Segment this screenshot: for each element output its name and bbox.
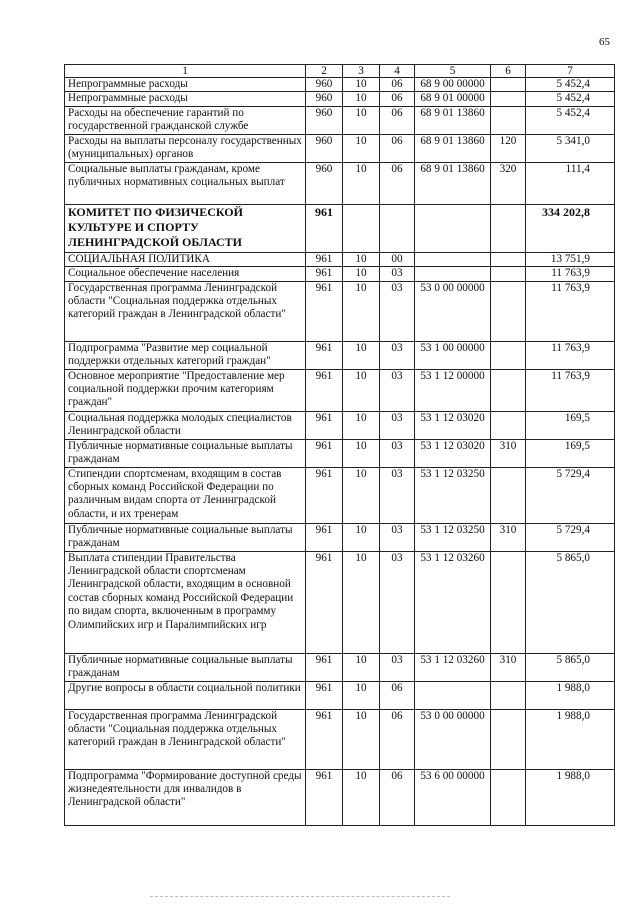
target-article-code-cell: 53 1 12 03250 [415,523,491,551]
expense-type-code-cell [491,681,526,709]
target-article-code-cell [415,204,491,252]
ministry-code-cell: 961 [306,281,343,341]
amount-cell: 169,5 [526,411,615,439]
table-row [65,341,615,369]
column-header: 6 [491,65,526,78]
table-row [65,411,615,439]
item-name-cell: Выплата стипендии Правительства Ленинградской области спортсменам Ленинградской области, входящим в основной состав сборных команд Российской Федерации по видам спорта, включенным в программу Олимпийских игр и Паралимпийских игр [65,551,306,653]
table-row [65,769,615,825]
item-name-cell: Социальные выплаты гражданам, кроме публичных нормативных социальных выплат [65,162,306,204]
item-name-cell: Основное мероприятие "Предоставление мер социальной поддержки прочим категориям граждан" [65,369,306,411]
item-name-cell: СОЦИАЛЬНАЯ ПОЛИТИКА [65,252,306,266]
expense-type-code-cell [491,252,526,266]
ministry-code-cell: 961 [306,267,343,281]
amount-cell: 11 763,9 [526,281,615,341]
amount-cell: 1 988,0 [526,681,615,709]
expense-type-code-cell: 310 [491,653,526,681]
table-row [65,106,615,134]
amount-cell: 1 988,0 [526,769,615,825]
subsection-code-cell: 06 [380,92,415,106]
section-code-cell: 10 [343,341,380,369]
item-name-cell: Непрограммные расходы [65,92,306,106]
item-name-cell: Публичные нормативные социальные выплаты гражданам [65,523,306,551]
item-name-cell: Подпрограмма "Формирование доступной среды жизнедеятельности для инвалидов в Ленинградской области" [65,769,306,825]
section-code-cell: 10 [343,439,380,467]
table-row [65,78,615,92]
column-header: 1 [65,65,306,78]
item-name-cell: Стипендии спортсменам, входящим в состав сборных команд Российской Федерации по различным видам спорта от Ленинградской области, и их тренерам [65,467,306,523]
target-article-code-cell [415,267,491,281]
target-article-code-cell: 68 9 00 00000 [415,78,491,92]
table-row [65,653,615,681]
column-header: 2 [306,65,343,78]
expense-type-code-cell: 320 [491,162,526,204]
ministry-code-cell: 961 [306,369,343,411]
section-code-cell: 10 [343,467,380,523]
subsection-code-cell: 06 [380,769,415,825]
section-code-cell: 10 [343,281,380,341]
expense-type-code-cell [491,467,526,523]
ministry-code-cell: 960 [306,134,343,162]
subsection-code-cell: 03 [380,523,415,551]
amount-cell: 169,5 [526,439,615,467]
ministry-code-cell: 960 [306,78,343,92]
subsection-code-cell: 03 [380,369,415,411]
item-name-cell: Расходы на выплаты персоналу государственных (муниципальных) органов [65,134,306,162]
section-code-cell: 10 [343,92,380,106]
table-row [65,204,615,252]
ministry-code-cell: 961 [306,551,343,653]
target-article-code-cell: 53 1 12 03260 [415,551,491,653]
expense-type-code-cell [491,92,526,106]
ministry-code-cell: 960 [306,162,343,204]
table-row [65,551,615,653]
amount-cell: 13 751,9 [526,252,615,266]
amount-cell: 5 865,0 [526,551,615,653]
subsection-code-cell: 03 [380,281,415,341]
amount-cell: 11 763,9 [526,267,615,281]
ministry-code-cell: 960 [306,92,343,106]
page-bottom-mark [150,896,450,897]
target-article-code-cell: 53 1 12 03020 [415,411,491,439]
section-code-cell: 10 [343,551,380,653]
subsection-code-cell: 03 [380,341,415,369]
item-name-cell: Непрограммные расходы [65,78,306,92]
item-name-cell: Другие вопросы в области социальной политики [65,681,306,709]
ministry-code-cell: 961 [306,653,343,681]
expense-type-code-cell [491,204,526,252]
section-code-cell: 10 [343,709,380,769]
amount-cell: 334 202,8 [526,204,615,252]
table-row [65,369,615,411]
subsection-code-cell: 06 [380,681,415,709]
table-row [65,439,615,467]
table-row [65,134,615,162]
section-code-cell: 10 [343,78,380,92]
item-name-cell: Социальное обеспечение населения [65,267,306,281]
expense-type-code-cell [491,267,526,281]
column-header: 7 [526,65,615,78]
subsection-code-cell: 06 [380,78,415,92]
target-article-code-cell: 53 1 12 03260 [415,653,491,681]
subsection-code-cell: 03 [380,411,415,439]
ministry-code-cell: 960 [306,106,343,134]
target-article-code-cell [415,681,491,709]
table-row [65,281,615,341]
table-row [65,267,615,281]
column-header: 4 [380,65,415,78]
subsection-code-cell: 06 [380,162,415,204]
item-name-cell: Публичные нормативные социальные выплаты гражданам [65,653,306,681]
budget-table [64,64,615,826]
item-name-cell: Государственная программа Ленинградской области "Социальная поддержка отдельных категорий граждан в Ленинградской области" [65,709,306,769]
expense-type-code-cell [491,369,526,411]
expense-type-code-cell [491,78,526,92]
section-code-cell: 10 [343,252,380,266]
amount-cell: 5 729,4 [526,467,615,523]
subsection-code-cell: 03 [380,439,415,467]
ministry-code-cell: 961 [306,341,343,369]
ministry-code-cell: 961 [306,769,343,825]
subsection-code-cell: 06 [380,134,415,162]
target-article-code-cell: 53 1 12 03250 [415,467,491,523]
amount-cell: 11 763,9 [526,341,615,369]
subsection-code-cell: 03 [380,267,415,281]
table-row [65,523,615,551]
item-name-cell: Государственная программа Ленинградской области "Социальная поддержка отдельных категорий граждан в Ленинградской области" [65,281,306,341]
subsection-code-cell: 03 [380,551,415,653]
expense-type-code-cell: 310 [491,439,526,467]
target-article-code-cell: 53 1 12 00000 [415,369,491,411]
amount-cell: 5 341,0 [526,134,615,162]
section-code-cell: 10 [343,411,380,439]
ministry-code-cell: 961 [306,681,343,709]
target-article-code-cell: 68 9 01 00000 [415,92,491,106]
subsection-code-cell [380,204,415,252]
item-name-cell: КОМИТЕТ ПО ФИЗИЧЕСКОЙ КУЛЬТУРЕ И СПОРТУ ЛЕНИНГРАДСКОЙ ОБЛАСТИ [65,204,306,252]
expense-type-code-cell [491,341,526,369]
subsection-code-cell: 00 [380,252,415,266]
ministry-code-cell: 961 [306,467,343,523]
amount-cell: 5 452,4 [526,78,615,92]
table-row [65,252,615,266]
ministry-code-cell: 961 [306,709,343,769]
target-article-code-cell: 53 1 00 00000 [415,341,491,369]
target-article-code-cell: 53 0 00 00000 [415,281,491,341]
column-header: 5 [415,65,491,78]
target-article-code-cell: 68 9 01 13860 [415,134,491,162]
section-code-cell: 10 [343,681,380,709]
section-code-cell: 10 [343,523,380,551]
amount-cell: 5 865,0 [526,653,615,681]
table-row [65,467,615,523]
amount-cell: 5 452,4 [526,106,615,134]
subsection-code-cell: 06 [380,106,415,134]
ministry-code-cell: 961 [306,439,343,467]
page-number: 65 [599,36,610,48]
expense-type-code-cell: 120 [491,134,526,162]
amount-cell: 5 729,4 [526,523,615,551]
table-row [65,681,615,709]
expense-type-code-cell [491,709,526,769]
table-row [65,92,615,106]
table-header-row [65,65,615,78]
target-article-code-cell: 53 0 00 00000 [415,709,491,769]
section-code-cell [343,204,380,252]
target-article-code-cell [415,252,491,266]
subsection-code-cell: 06 [380,709,415,769]
subsection-code-cell: 03 [380,467,415,523]
column-header: 3 [343,65,380,78]
ministry-code-cell: 961 [306,411,343,439]
item-name-cell: Публичные нормативные социальные выплаты гражданам [65,439,306,467]
table-row [65,162,615,204]
amount-cell: 11 763,9 [526,369,615,411]
target-article-code-cell: 53 6 00 00000 [415,769,491,825]
item-name-cell: Расходы на обеспечение гарантий по государственной гражданской службе [65,106,306,134]
table-row [65,709,615,769]
section-code-cell: 10 [343,106,380,134]
expense-type-code-cell [491,551,526,653]
section-code-cell: 10 [343,769,380,825]
expense-type-code-cell [491,106,526,134]
expense-type-code-cell [491,281,526,341]
expense-type-code-cell [491,411,526,439]
amount-cell: 1 988,0 [526,709,615,769]
ministry-code-cell: 961 [306,523,343,551]
target-article-code-cell: 53 1 12 03020 [415,439,491,467]
ministry-code-cell: 961 [306,252,343,266]
item-name-cell: Социальная поддержка молодых специалистов Ленинградской области [65,411,306,439]
section-code-cell: 10 [343,653,380,681]
section-code-cell: 10 [343,267,380,281]
ministry-code-cell: 961 [306,204,343,252]
expense-type-code-cell: 310 [491,523,526,551]
section-code-cell: 10 [343,369,380,411]
section-code-cell: 10 [343,134,380,162]
expense-type-code-cell [491,769,526,825]
target-article-code-cell: 68 9 01 13860 [415,162,491,204]
section-code-cell: 10 [343,162,380,204]
amount-cell: 111,4 [526,162,615,204]
subsection-code-cell: 03 [380,653,415,681]
item-name-cell: Подпрограмма "Развитие мер социальной поддержки отдельных категорий граждан" [65,341,306,369]
amount-cell: 5 452,4 [526,92,615,106]
target-article-code-cell: 68 9 01 13860 [415,106,491,134]
